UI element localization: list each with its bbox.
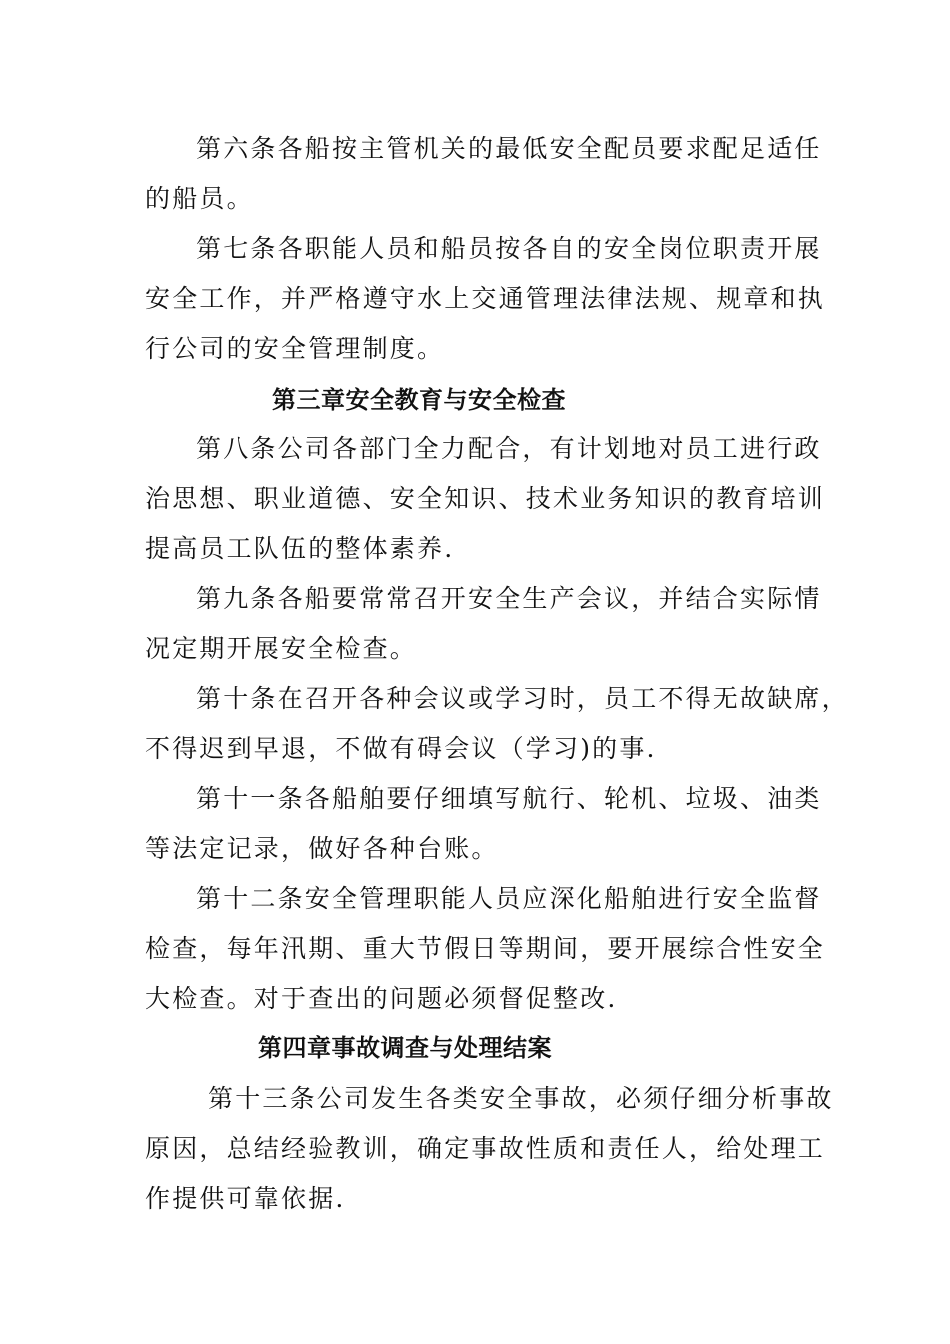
article-7-line-1: 第七条各职能人员和船员按各自的安全岗位职责开展 (196, 234, 822, 263)
article-12-line-3: 大检查。对于查出的问题必须督促整改. (145, 984, 618, 1013)
article-10-line-2: 不得迟到早退，不做有碍会议（学习)的事. (145, 734, 657, 763)
chapter-3-heading: 第三章安全教育与安全检查 (272, 386, 566, 414)
chapter-4-heading: 第四章事故调查与处理结案 (258, 1034, 552, 1062)
article-12-line-2: 检查，每年汛期、重大节假日等期间，要开展综合性安全 (145, 934, 826, 963)
article-8-line-1: 第八条公司各部门全力配合，有计划地对员工进行政 (196, 434, 822, 463)
article-6-line-2: 的船员。 (145, 184, 254, 213)
article-8-line-3: 提高员工队伍的整体素养. (145, 534, 455, 563)
article-12-line-1: 第十二条安全管理职能人员应深化船舶进行安全监督 (196, 884, 822, 913)
article-11-line-1: 第十一条各船舶要仔细填写航行、轮机、垃圾、油类 (196, 784, 822, 813)
article-7-line-2: 安全工作，并严格遵守水上交通管理法律法规、规章和执 (145, 284, 826, 313)
article-6-line-1: 第六条各船按主管机关的最低安全配员要求配足适任 (196, 134, 822, 163)
article-10-line-1: 第十条在召开各种会议或学习时，员工不得无故缺席， (196, 684, 849, 713)
article-9-line-2: 况定期开展安全检查。 (145, 634, 418, 663)
article-11-line-2: 等法定记录，做好各种台账。 (145, 834, 499, 863)
article-9-line-1: 第九条各船要常常召开安全生产会议，并结合实际情 (196, 584, 822, 613)
article-13-line-1: 第十三条公司发生各类安全事故，必须仔细分析事故 (208, 1084, 834, 1113)
article-13-line-2: 原因，总结经验教训，确定事故性质和责任人，给处理工 (145, 1134, 826, 1163)
article-7-line-3: 行公司的安全管理制度。 (145, 334, 445, 363)
article-13-line-3: 作提供可靠依据. (145, 1184, 346, 1213)
article-8-line-2: 治思想、职业道德、安全知识、技术业务知识的教育培训 (145, 484, 826, 513)
